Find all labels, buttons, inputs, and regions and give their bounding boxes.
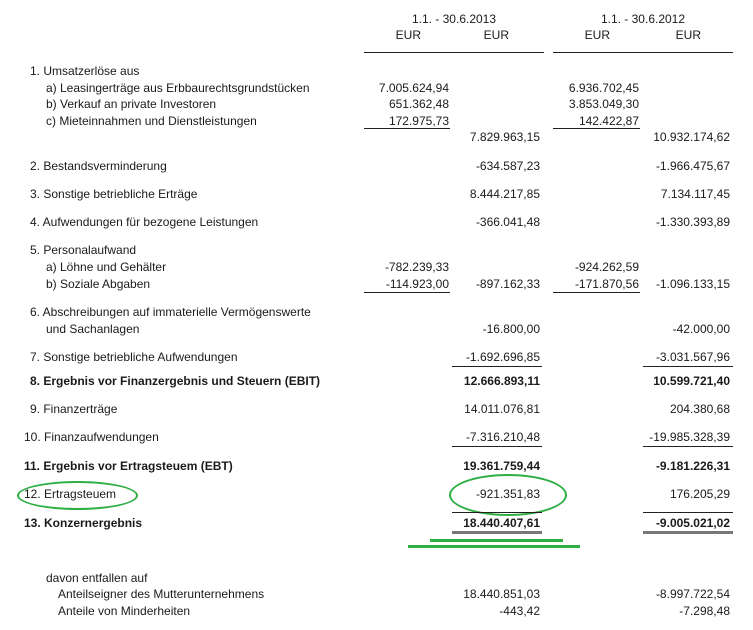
- row-1b-2012: 3.853.049,30: [568, 97, 639, 111]
- row-6-2013: -16.800,00: [482, 322, 540, 336]
- row-10-2013: -7.316.210,48: [465, 430, 540, 444]
- row-5-total-2013: -897.162,33: [475, 277, 540, 291]
- row-5b-2012: -171.870,56: [574, 277, 639, 291]
- period-2013-header: 1.1. - 30.6.2013: [411, 12, 497, 26]
- row-9-2013: 14.011.076,81: [464, 402, 540, 416]
- row-1-total-2013: 7.829.963,15: [469, 130, 540, 144]
- row-4-2013: -366.041,48: [475, 215, 540, 229]
- row-11-2013: 19.361.759,44: [463, 459, 540, 473]
- currency-2012-total: EUR: [675, 28, 701, 42]
- row-4-label: 4. Aufwendungen für bezogene Leistungen: [30, 215, 259, 229]
- row-1b-2013: 651.362,48: [388, 97, 449, 111]
- row-1c-2013: 172.975,73: [388, 114, 449, 128]
- row-1c-label: c) Mieteinnahmen und Dienstleistungen: [46, 114, 257, 128]
- row-3-2012: 7.134.117,45: [660, 187, 730, 201]
- anteilseigner-2012: -8.997.722,54: [655, 587, 730, 601]
- row-13-2013: 18.440.407,61: [463, 516, 540, 530]
- row-3-2013: 8.444.217,85: [469, 187, 540, 201]
- subtotal-rule-7-2013: [452, 366, 542, 367]
- row-5-title: 5. Personalaufwand: [30, 243, 137, 257]
- subtotal-rule-13-2012: [643, 512, 733, 513]
- row-6-label-line2: und Sachanlagen: [46, 322, 140, 336]
- row-10-label: 10. Finanzaufwendungen: [24, 430, 159, 444]
- row-1a-2013: 7.005.624,94: [378, 81, 449, 95]
- minderheiten-2013: -443,42: [499, 604, 540, 618]
- row-6-label-line1: 6. Abschreibungen auf immaterielle Vermögenswerte: [30, 305, 311, 319]
- row-13-label: 13. Konzernergebnis: [24, 516, 143, 530]
- row-8-2013: 12.666.893,11: [463, 374, 540, 388]
- row-7-label: 7. Sonstige betriebliche Aufwendungen: [30, 350, 238, 364]
- row-7-2013: -1.692.696,85: [465, 350, 540, 364]
- total-double-rule-2013: [452, 531, 542, 534]
- row-5a-2013: -782.239,33: [384, 260, 449, 274]
- highlight-underline-2: [408, 545, 580, 548]
- anteilseigner-2013: 18.440.851,03: [463, 587, 540, 601]
- subtotal-rule-5-2012: [553, 292, 640, 293]
- row-1a-label: a) Leasingerträge aus Erbbaurechtsgrundstücken: [46, 81, 310, 95]
- row-5a-2012: -924.262,59: [574, 260, 639, 274]
- header-rule-2013: [364, 52, 544, 53]
- row-5b-label: b) Soziale Abgaben: [46, 277, 151, 291]
- row-12-2013: -921.351,83: [475, 487, 540, 501]
- subtotal-rule-5-2013: [364, 292, 450, 293]
- row-12-label: 12. Ertragsteuem: [24, 487, 117, 501]
- highlight-underline-1: [430, 539, 563, 542]
- row-1c-2012: 142.422,87: [578, 114, 639, 128]
- row-10-2012: -19.985.328,39: [649, 430, 730, 444]
- total-double-rule-2012: [643, 531, 733, 534]
- period-2012-header: 1.1. - 30.6.2012: [600, 12, 686, 26]
- minderheiten-2012: -7.298,48: [679, 604, 730, 618]
- row-6-2012: -42.000,00: [672, 322, 730, 336]
- minderheiten-label: Anteile von Minderheiten: [58, 604, 191, 618]
- row-9-label: 9. Finanzerträge: [30, 402, 118, 416]
- davon-label: davon entfallen auf: [46, 571, 148, 585]
- row-2-label: 2. Bestandsverminderung: [30, 159, 167, 173]
- row-1b-label: b) Verkauf an private Investoren: [46, 97, 217, 111]
- row-5b-2013: -114.923,00: [385, 277, 449, 291]
- row-2-2013: -634.587,23: [475, 159, 540, 173]
- row-5a-label: a) Löhne und Gehälter: [46, 260, 167, 274]
- row-1-title: 1. Umsatzerlöse aus: [30, 64, 140, 78]
- subtotal-rule-1-2013: [364, 128, 450, 129]
- row-5-total-2012: -1.096.133,15: [655, 277, 730, 291]
- row-11-2012: -9.181.226,31: [655, 459, 730, 473]
- subtotal-rule-1-2012: [553, 128, 640, 129]
- currency-2013-total: EUR: [483, 28, 509, 42]
- currency-2012-sub: EUR: [584, 28, 610, 42]
- row-7-2012: -3.031.567,96: [655, 350, 730, 364]
- row-1a-2012: 6.936.702,45: [568, 81, 639, 95]
- row-4-2012: -1.330.393,89: [655, 215, 730, 229]
- row-13-2012: -9.005.021,02: [655, 516, 730, 530]
- row-3-label: 3. Sonstige betriebliche Erträge: [30, 187, 198, 201]
- subtotal-rule-10-2012: [643, 446, 733, 447]
- row-11-label: 11. Ergebnis vor Ertragsteuem (EBT): [24, 459, 233, 473]
- row-8-2012: 10.599.721,40: [653, 374, 730, 388]
- anteilseigner-label: Anteilseigner des Mutterunternehmens: [58, 587, 265, 601]
- header-rule-2012: [553, 52, 733, 53]
- subtotal-rule-13-2013: [452, 512, 542, 513]
- row-2-2012: -1.966.475,67: [655, 159, 730, 173]
- row-8-label: 8. Ergebnis vor Finanzergebnis und Steuern (EBIT): [30, 374, 321, 388]
- subtotal-rule-7-2012: [643, 366, 733, 367]
- subtotal-rule-10-2013: [452, 446, 542, 447]
- row-12-2012: 176.205,29: [669, 487, 730, 501]
- currency-2013-sub: EUR: [395, 28, 421, 42]
- row-9-2012: 204.380,68: [669, 402, 730, 416]
- row-1-total-2012: 10.932.174,62: [653, 130, 730, 144]
